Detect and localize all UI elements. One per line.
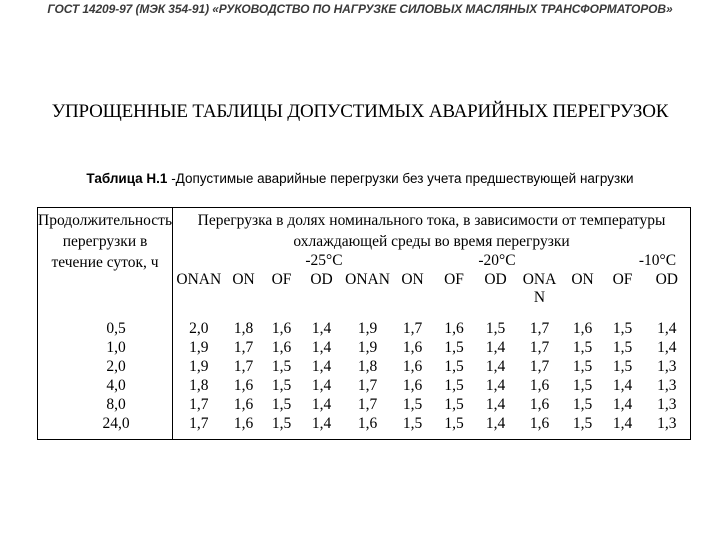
- table-row: [38, 357, 691, 376]
- overload-value-cell: 1,5: [402, 395, 423, 413]
- overload-table-wrapper: [37, 207, 691, 440]
- overload-value-cell: 1,5: [271, 357, 292, 375]
- overload-value-cell: 1,7: [529, 357, 550, 375]
- overload-value-cell: 1,4: [612, 414, 633, 432]
- overload-value-cell: 1,3: [657, 357, 677, 375]
- overload-table: [37, 207, 691, 440]
- overload-value-cell: 1,4: [612, 395, 633, 413]
- overload-value-cell: 1,5: [444, 376, 464, 394]
- cooling-code: ON: [232, 270, 255, 288]
- overload-value-cell: 1,7: [402, 319, 423, 337]
- overload-value-cell: 1,9: [189, 338, 209, 356]
- overload-value-cell: 1,5: [271, 376, 292, 394]
- overload-value-cell: 1,4: [485, 395, 506, 413]
- overload-value-cell: 1,6: [233, 395, 254, 413]
- overload-value-cell: 1,7: [233, 338, 254, 356]
- overload-value-cell: 1,3: [657, 414, 677, 432]
- overload-value-cell: 1,5: [572, 395, 593, 413]
- temperature-header: -10°C: [638, 252, 677, 269]
- cooling-code: ON: [401, 270, 424, 288]
- cooling-code: ONAN: [522, 270, 557, 306]
- table-header-row: [38, 208, 691, 253]
- overload-value-cell: 2,0: [189, 319, 209, 337]
- overload-value-cell: 1,5: [612, 338, 633, 356]
- overload-value-cell: 1,3: [657, 395, 677, 413]
- overload-value-cell: 1,4: [657, 338, 677, 356]
- caption-text: -Допустимые аварийные перегрузки без учета предшествующей нагрузки: [167, 171, 634, 186]
- table-spacer-row: [38, 433, 691, 440]
- overload-value-cell: 1,7: [233, 357, 254, 375]
- overload-value-cell: 1,7: [529, 319, 550, 337]
- overload-value-cell: 1,6: [233, 414, 254, 432]
- duration-column-header: Продолжительность перегрузки в течение суток, ч: [38, 208, 173, 308]
- table-row: [38, 395, 691, 414]
- overload-value-cell: 1,5: [271, 414, 292, 432]
- cooling-code: ONAN: [176, 270, 222, 288]
- document-standard-header: ГОСТ 14209-97 (МЭК 354-91) «РУКОВОДСТВО ПО НАГРУЗКЕ СИЛОВЫХ МАСЛЯНЫХ ТРАНСФОРМАТОРОВ»: [47, 2, 673, 16]
- overload-value-cell: 1,4: [311, 414, 332, 432]
- overload-value-cell: 1,5: [444, 395, 464, 413]
- overload-value-cell: 1,5: [444, 357, 464, 375]
- overload-value-cell: 1,5: [485, 319, 506, 337]
- overload-value-cell: 1,9: [357, 319, 378, 337]
- overload-value-cell: 1,6: [529, 414, 550, 432]
- overload-value-cell: 1,5: [572, 357, 593, 375]
- overload-value-cell: 1,5: [572, 414, 593, 432]
- overload-value-cell: 1,6: [402, 357, 423, 375]
- overload-value-cell: 1,7: [357, 376, 378, 394]
- duration-cell: 2,0: [38, 357, 173, 376]
- duration-cell: 1,0: [38, 338, 173, 357]
- overload-value-cell: 1,5: [444, 414, 464, 432]
- overload-value-cell: 1,5: [572, 376, 593, 394]
- overload-value-cell: 1,7: [357, 395, 378, 413]
- overload-group-header: Перегрузка в долях номинального тока, в зависимости от температуры охлаждающей среды во время перегрузки: [197, 212, 666, 250]
- duration-cell: 8,0: [38, 395, 173, 414]
- cooling-code: OD: [310, 270, 333, 288]
- cooling-code: OD: [655, 270, 678, 288]
- overload-value-cell: 1,7: [529, 338, 550, 356]
- overload-value-cell: 1,4: [485, 376, 506, 394]
- cooling-code: OF: [271, 270, 292, 288]
- overload-value-cell: 1,6: [402, 338, 423, 356]
- overload-value-cell: 1,6: [529, 376, 550, 394]
- overload-value-cell: 1,5: [612, 319, 633, 337]
- overload-value-cell: 1,7: [189, 414, 209, 432]
- table-row: [38, 338, 691, 357]
- table-row: [38, 414, 691, 433]
- overload-value-cell: 1,6: [357, 414, 378, 432]
- overload-value-cell: 1,3: [657, 376, 677, 394]
- overload-value-cell: 1,6: [572, 319, 593, 337]
- overload-value-cell: 1,4: [485, 338, 506, 356]
- overload-value-cell: 1,4: [311, 357, 332, 375]
- overload-value-cell: 1,6: [529, 395, 550, 413]
- overload-value-cell: 1,9: [357, 338, 378, 356]
- overload-value-cell: 1,5: [271, 395, 292, 413]
- overload-value-cell: 1,5: [444, 338, 464, 356]
- table-caption: [0, 171, 720, 186]
- overload-value-cell: 1,6: [233, 376, 254, 394]
- page-title: УПРОЩЕННЫЕ ТАБЛИЦЫ ДОПУСТИМЫХ АВАРИЙНЫХ ПЕРЕГРУЗОК: [51, 101, 669, 122]
- overload-value-cell: 1,6: [402, 376, 423, 394]
- duration-cell: 4,0: [38, 376, 173, 395]
- overload-value-cell: 1,4: [311, 319, 332, 337]
- cooling-code: ONAN: [345, 270, 390, 288]
- overload-value-cell: 1,4: [657, 319, 677, 337]
- duration-cell: 24,0: [38, 414, 173, 433]
- spacer-cell: [38, 433, 173, 440]
- overload-value-cell: 1,8: [357, 357, 378, 375]
- table-body: [38, 308, 691, 440]
- duration-cell: 0,5: [38, 308, 173, 338]
- overload-value-cell: 1,5: [612, 357, 633, 375]
- overload-value-cell: 1,6: [444, 319, 464, 337]
- overload-value-cell: 1,7: [189, 395, 209, 413]
- overload-value-cell: 1,5: [572, 338, 593, 356]
- cooling-code: OF: [444, 270, 464, 288]
- spacer-cell: [173, 433, 691, 440]
- caption-label: Таблица Н.1: [86, 171, 168, 186]
- overload-value-cell: 1,4: [485, 414, 506, 432]
- cooling-code: ON: [571, 270, 594, 288]
- table-row: [38, 308, 691, 338]
- overload-value-cell: 1,4: [485, 357, 506, 375]
- temperature-header: -25°C: [305, 252, 343, 269]
- cooling-code: OF: [612, 270, 633, 288]
- overload-value-cell: 1,4: [311, 395, 332, 413]
- overload-value-cell: 1,8: [233, 319, 254, 337]
- table-row: [38, 376, 691, 395]
- overload-value-cell: 1,4: [311, 338, 332, 356]
- temperature-header: -20°C: [478, 252, 516, 269]
- overload-value-cell: 1,6: [271, 338, 292, 356]
- overload-value-cell: 1,9: [189, 357, 209, 375]
- overload-value-cell: 1,5: [402, 414, 423, 432]
- overload-value-cell: 1,6: [271, 319, 292, 337]
- overload-value-cell: 1,4: [612, 376, 633, 394]
- overload-value-cell: 1,8: [189, 376, 209, 394]
- cooling-code: OD: [484, 270, 507, 288]
- overload-value-cell: 1,4: [311, 376, 332, 394]
